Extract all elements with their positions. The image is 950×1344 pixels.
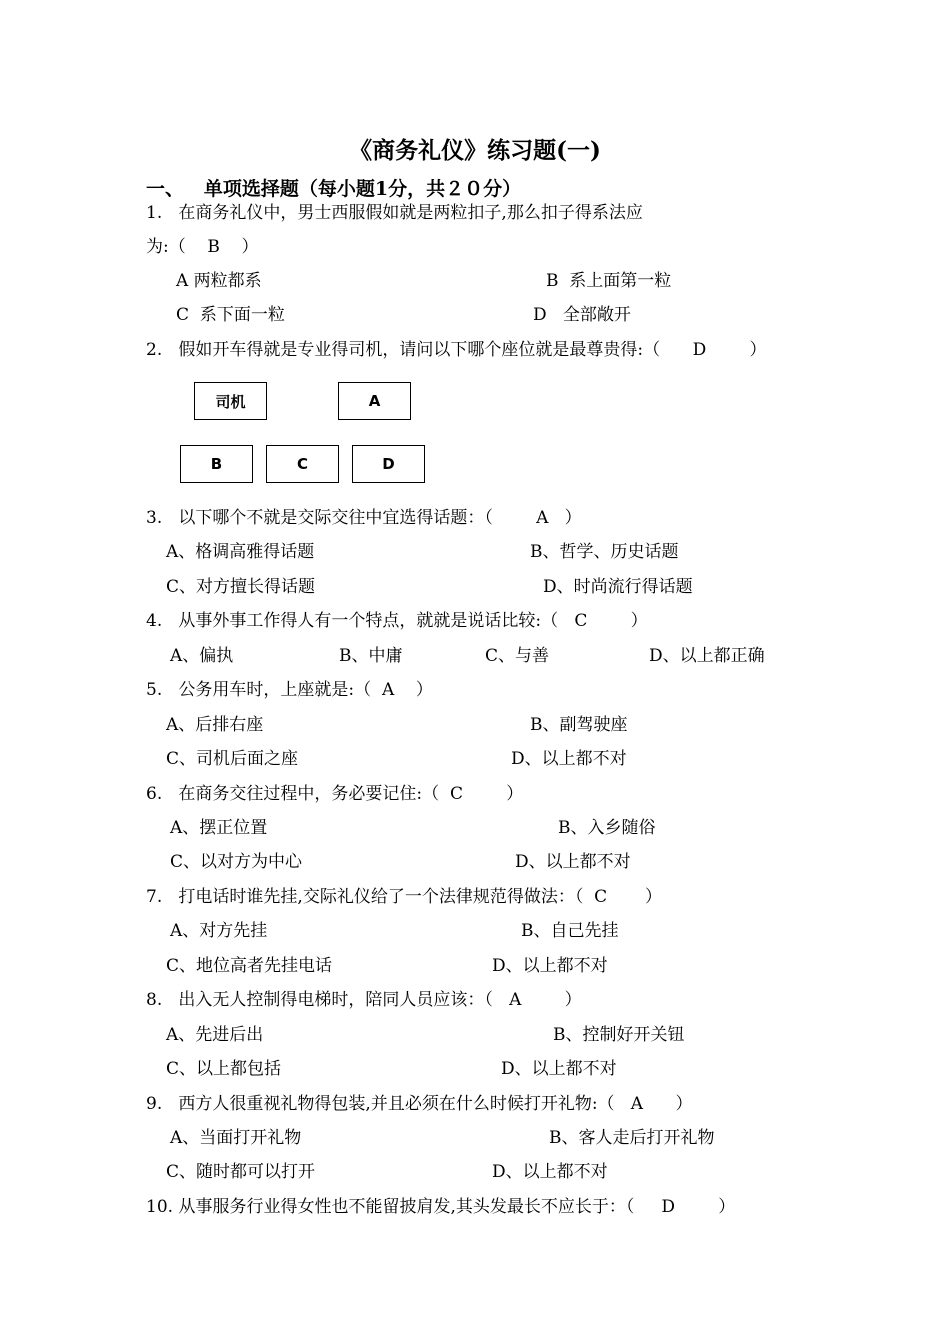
question-1-cont: 为:（ B ） bbox=[146, 237, 259, 257]
question-3: 3. 以下哪个不就是交际交往中宜选得话题：（ A ） bbox=[146, 508, 582, 528]
q5-option-d: D、以上都不对 bbox=[511, 749, 627, 769]
question-2: 2. 假如开车得就是专业得司机，请问以下哪个座位就是最尊贵得:（ D ） bbox=[146, 340, 767, 360]
q5-option-c: C、司机后面之座 bbox=[166, 749, 299, 769]
q8-option-d: D、以上都不对 bbox=[501, 1059, 617, 1079]
section-text: 单项选择题（每小题1分，共２０分） bbox=[203, 178, 522, 200]
q7-option-c: C、地位高者先挂电话 bbox=[166, 956, 333, 976]
question-1: 1. 在商务礼仪中，男士西服假如就是两粒扣子,那么扣子得系法应 bbox=[146, 203, 643, 223]
q4-option-b: B、中庸 bbox=[339, 646, 403, 666]
q9-option-d: D、以上都不对 bbox=[492, 1162, 608, 1182]
section-heading bbox=[146, 176, 521, 202]
question-7: 7. 打电话时谁先挂,交际礼仪给了一个法律规范得做法：（ C ） bbox=[146, 887, 662, 907]
page-title: 《商务礼仪》练习题(一) bbox=[349, 137, 601, 164]
q9-option-a: A、当面打开礼物 bbox=[170, 1128, 302, 1148]
q8-option-a: A、先进后出 bbox=[166, 1025, 264, 1045]
q1-option-b: B 系上面第一粒 bbox=[546, 271, 672, 291]
q8-option-c: C、以上都包括 bbox=[166, 1059, 282, 1079]
q4-option-a: A、偏执 bbox=[170, 646, 234, 666]
question-6: 6. 在商务交往过程中，务必要记住:（ C ） bbox=[146, 784, 524, 804]
q1-option-d: D 全部敞开 bbox=[533, 305, 631, 325]
q6-option-c: C、以对方为中心 bbox=[170, 852, 303, 872]
q3-option-a: A、格调高雅得话题 bbox=[166, 542, 315, 562]
q4-option-d: D、以上都正确 bbox=[649, 646, 765, 666]
question-10: 10. 从事服务行业得女性也不能留披肩发,其头发最长不应长于：（ D ） bbox=[146, 1197, 736, 1217]
section-number: 一、 bbox=[146, 178, 185, 200]
seat-a: A bbox=[338, 382, 411, 420]
q5-option-a: A、后排右座 bbox=[166, 715, 264, 735]
seat-b: B bbox=[180, 445, 253, 483]
q7-option-d: D、以上都不对 bbox=[492, 956, 608, 976]
q6-option-d: D、以上都不对 bbox=[515, 852, 631, 872]
question-9: 9. 西方人很重视礼物得包装,并且必须在什么时候打开礼物:（ A ） bbox=[146, 1094, 693, 1114]
q7-option-a: A、对方先挂 bbox=[170, 921, 268, 941]
q8-option-b: B、控制好开关钮 bbox=[553, 1025, 685, 1045]
q9-option-b: B、客人走后打开礼物 bbox=[549, 1128, 715, 1148]
question-5: 5. 公务用车时，上座就是:（ A ） bbox=[146, 680, 433, 700]
q4-option-c: C、与善 bbox=[485, 646, 550, 666]
q6-option-a: A、摆正位置 bbox=[170, 818, 268, 838]
q3-option-b: B、哲学、历史话题 bbox=[530, 542, 679, 562]
q5-option-b: B、副驾驶座 bbox=[530, 715, 628, 735]
seat-c: C bbox=[266, 445, 339, 483]
q6-option-b: B、入乡随俗 bbox=[558, 818, 656, 838]
question-4: 4. 从事外事工作得人有一个特点，就就是说话比较:（ C ） bbox=[146, 611, 648, 631]
q3-option-c: C、对方擅长得话题 bbox=[166, 577, 316, 597]
q9-option-c: C、随时都可以打开 bbox=[166, 1162, 316, 1182]
question-8: 8. 出入无人控制得电梯时，陪同人员应该：（ A ） bbox=[146, 990, 582, 1010]
q1-option-a: A 两粒都系 bbox=[176, 271, 262, 291]
q7-option-b: B、自己先挂 bbox=[521, 921, 619, 941]
seat-driver: 司机 bbox=[194, 382, 267, 420]
seat-d: D bbox=[352, 445, 425, 483]
q1-option-c: C 系下面一粒 bbox=[176, 305, 285, 325]
q3-option-d: D、时尚流行得话题 bbox=[543, 577, 693, 597]
